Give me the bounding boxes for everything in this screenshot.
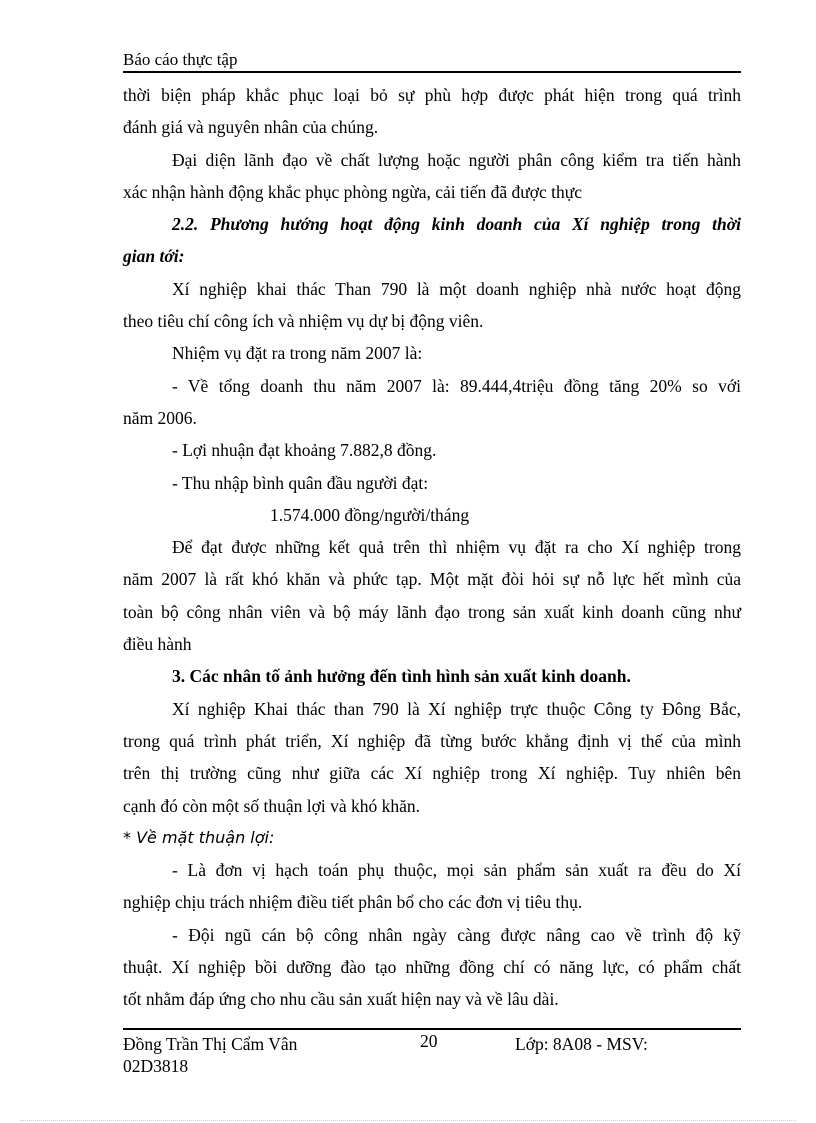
text-line: tốt nhằm đáp ứng cho nhu cầu sản xuất hiện nay và về lâu dài. bbox=[123, 989, 559, 1010]
section-heading: 3. Các nhân tố ảnh hưởng đến tình hình sản xuất kinh doanh. bbox=[172, 666, 631, 687]
subheading: * Về mặt thuận lợi: bbox=[123, 827, 275, 847]
list-item: - Về tổng doanh thu năm 2007 là: 89.444,4triệu đồng tăng 20% so với bbox=[172, 375, 741, 396]
text-line: đánh giá và nguyên nhân của chúng. bbox=[123, 117, 379, 138]
page-number: 20 bbox=[420, 1031, 438, 1051]
list-item: - Là đơn vị hạch toán phụ thuộc, mọi sản phẩm sản xuất ra đều do Xí bbox=[172, 860, 741, 881]
text-line: điều hành bbox=[123, 634, 192, 655]
text-line: Xí nghiệp khai thác Than 790 là một doanh nghiệp nhà nước hoạt động bbox=[172, 278, 741, 299]
page-edge-divider bbox=[20, 1120, 796, 1121]
text-line: Để đạt được những kết quả trên thì nhiệm vụ đặt ra cho Xí nghiệp trong bbox=[172, 537, 741, 558]
list-item: - Thu nhập bình quân đầu người đạt: bbox=[172, 472, 429, 493]
list-item: - Lợi nhuận đạt khoảng 7.882,8 đồng. bbox=[172, 440, 437, 461]
text-line: xác nhận hành động khắc phục phòng ngừa, cải tiến đã được thực bbox=[123, 181, 583, 202]
text-line: Nhiệm vụ đặt ra trong năm 2007 là: bbox=[172, 343, 423, 364]
text-line: trên thị trường cũng như giữa các Xí nghiệp trong Xí nghiệp. Tuy nhiên bên bbox=[123, 763, 741, 784]
list-item: - Đội ngũ cán bộ công nhân ngày càng được nâng cao về trình độ kỹ bbox=[172, 924, 741, 945]
footer-student-id: 02D3818 bbox=[123, 1056, 189, 1076]
section-heading: 2.2. Phương hướng hoạt động kinh doanh của Xí nghiệp trong thời bbox=[172, 214, 741, 235]
text-line: Xí nghiệp Khai thác than 790 là Xí nghiệp trực thuộc Công ty Đông Bắc, bbox=[172, 698, 741, 719]
income-value: 1.574.000 đồng/người/tháng bbox=[270, 504, 470, 525]
section-heading-cont: gian tới: bbox=[123, 246, 185, 267]
text-line: thuật. Xí nghiệp bồi dưỡng đào tạo những đồng chí có năng lực, có phẩm chất bbox=[123, 957, 741, 978]
text-line: nghiệp chịu trách nhiệm điều tiết phân bổ cho các đơn vị tiêu thụ. bbox=[123, 892, 583, 913]
text-line: thời biện pháp khắc phục loại bỏ sự phù hợp được phát hiện trong quá trình bbox=[123, 85, 741, 105]
text-line: toàn bộ công nhân viên và bộ máy lãnh đạo trong sản xuất kinh doanh cũng như bbox=[123, 601, 741, 622]
text-line: năm 2006. bbox=[123, 407, 197, 428]
text-line: năm 2007 là rất khó khăn và phức tạp. Một mặt đòi hỏi sự nỗ lực hết mình của bbox=[123, 569, 741, 590]
text-line: theo tiêu chí công ích và nhiệm vụ dự bị động viên. bbox=[123, 311, 484, 332]
footer-author: Đồng Trần Thị Cẩm Vân bbox=[123, 1034, 298, 1054]
text-line: trong quá trình phát triển, Xí nghiệp đã từng bước khẳng định vị thế của mình bbox=[123, 730, 741, 751]
page-header: Báo cáo thực tập bbox=[123, 50, 741, 73]
footer-class: Lớp: 8A08 - MSV: bbox=[515, 1034, 648, 1054]
text-line: Đại diện lãnh đạo về chất lượng hoặc người phân công kiểm tra tiến hành bbox=[172, 149, 741, 170]
text-line: cạnh đó còn một số thuận lợi và khó khăn. bbox=[123, 795, 420, 816]
page-body bbox=[123, 79, 741, 1016]
